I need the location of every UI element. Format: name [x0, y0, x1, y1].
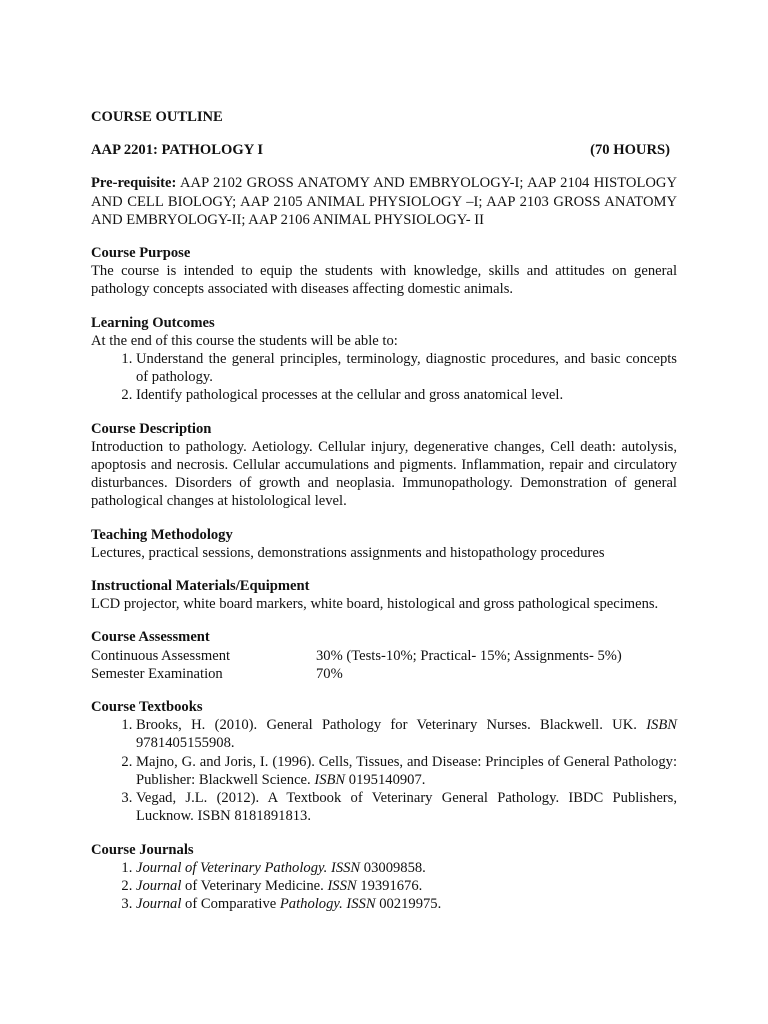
- list-item: [136, 789, 677, 825]
- journal-title: Journal of Veterinary Pathology. ISSN: [136, 859, 361, 876]
- materials-text: LCD projector, white board markers, white board, histological and gross pathological specimens.: [91, 596, 659, 613]
- journal-title-rest: of Veterinary Medicine.: [181, 877, 328, 894]
- document-page: [91, 108, 677, 913]
- textbooks-list: [91, 716, 677, 825]
- isbn-label: ISBN: [646, 717, 677, 734]
- list-item: 1. Understand the general principles, terminology, diagnostic procedures, and basic concepts of pathology.: [136, 350, 677, 386]
- prereq-text: AAP 2102 GROSS ANATOMY AND EMBRYOLOGY-I; AAP 2104 HISTOLOGY AND CELL BIOLOGY; AAP 2105 ANIMAL PHYSIOLOGY –I; AAP 2103 GROSS ANATOMY AND EMBRYOLOGY-II; AAP 2106 ANIMAL PHYSIOLOGY- II: [91, 175, 677, 228]
- outline-title: COURSE OUTLINE: [91, 109, 223, 125]
- course-hours: (70 HOURS): [590, 142, 670, 159]
- issn-label: ISSN: [327, 877, 357, 894]
- textbooks-heading: Course Textbooks: [91, 699, 203, 716]
- purpose-heading: Course Purpose: [91, 245, 191, 262]
- methodology-heading: Teaching Methodology: [91, 526, 233, 543]
- prereq-label: Pre-requisite:: [91, 175, 177, 192]
- assessment-row: [91, 665, 677, 683]
- list-item: [136, 716, 677, 752]
- list-item: [136, 859, 677, 877]
- list-item: [136, 877, 677, 895]
- purpose-text: The course is intended to equip the students with knowledge, skills and attitudes on general pathology concepts associated with diseases affecting domestic animals.: [91, 263, 677, 298]
- issn-label: Pathology. ISSN: [279, 896, 376, 913]
- course-code-title: AAP 2201: PATHOLOGY I: [91, 142, 264, 159]
- prerequisite-paragraph: [91, 174, 677, 229]
- isbn-number: 0195140907.: [345, 771, 426, 788]
- assessment-value: 70%: [316, 665, 343, 682]
- issn-number: 19391676.: [356, 877, 423, 894]
- journal-title-rest: of Comparative: [181, 896, 280, 913]
- list-item: 2. Identify pathological processes at the cellular and gross anatomical level.: [136, 386, 677, 404]
- list-item: [136, 895, 677, 913]
- assessment-row: [91, 647, 677, 665]
- description-text: Introduction to pathology. Aetiology. Cellular injury, degenerative changes, Cell death: autolysis, apoptosis and necrosis. Cellular accumulations and pigments. Inflammation, repair and circulatory disturbances. Disorders of growth and neoplasia. Immunopathology. Demonstration of general pathological changes at histolological level.: [91, 438, 677, 510]
- assessment-label: Continuous Assessment: [91, 647, 231, 664]
- textbook-citation: Brooks, H. (2010). General Pathology for Veterinary Nurses. Blackwell. UK.: [136, 717, 647, 734]
- methodology-text: Lectures, practical sessions, demonstrations assignments and histopathology procedures: [91, 544, 605, 561]
- journals-list: [91, 859, 677, 914]
- journal-title: Journal: [136, 877, 182, 894]
- outcomes-list: [91, 350, 677, 405]
- list-item: [136, 753, 677, 789]
- outcomes-heading: Learning Outcomes: [91, 314, 215, 331]
- description-heading: Course Description: [91, 420, 212, 437]
- journals-heading: Course Journals: [91, 841, 194, 858]
- issn-number: 00219975.: [375, 896, 442, 913]
- isbn-number: 9781405155908.: [136, 735, 235, 752]
- assessment-value: 30% (Tests-10%; Practical- 15%; Assignments- 5%): [316, 647, 622, 664]
- materials-heading: Instructional Materials/Equipment: [91, 578, 310, 595]
- assessment-heading: Course Assessment: [91, 629, 210, 646]
- textbook-citation: Majno, G. and Joris, I. (1996). Cells, Tissues, and Disease: Principles of General Pathology: Publisher: Blackwell Science.: [136, 753, 677, 788]
- journal-title: Journal: [136, 896, 182, 913]
- assessment-label: Semester Examination: [91, 665, 223, 682]
- issn-number: 03009858.: [360, 859, 426, 876]
- textbook-citation: Vegad, J.L. (2012). A Textbook of Veterinary General Pathology. IBDC Publishers, Lucknow. ISBN 8181891813.: [136, 790, 677, 825]
- isbn-label: ISBN: [314, 771, 346, 788]
- outcomes-intro: At the end of this course the students will be able to:: [91, 332, 398, 349]
- course-title-row: [91, 141, 677, 159]
